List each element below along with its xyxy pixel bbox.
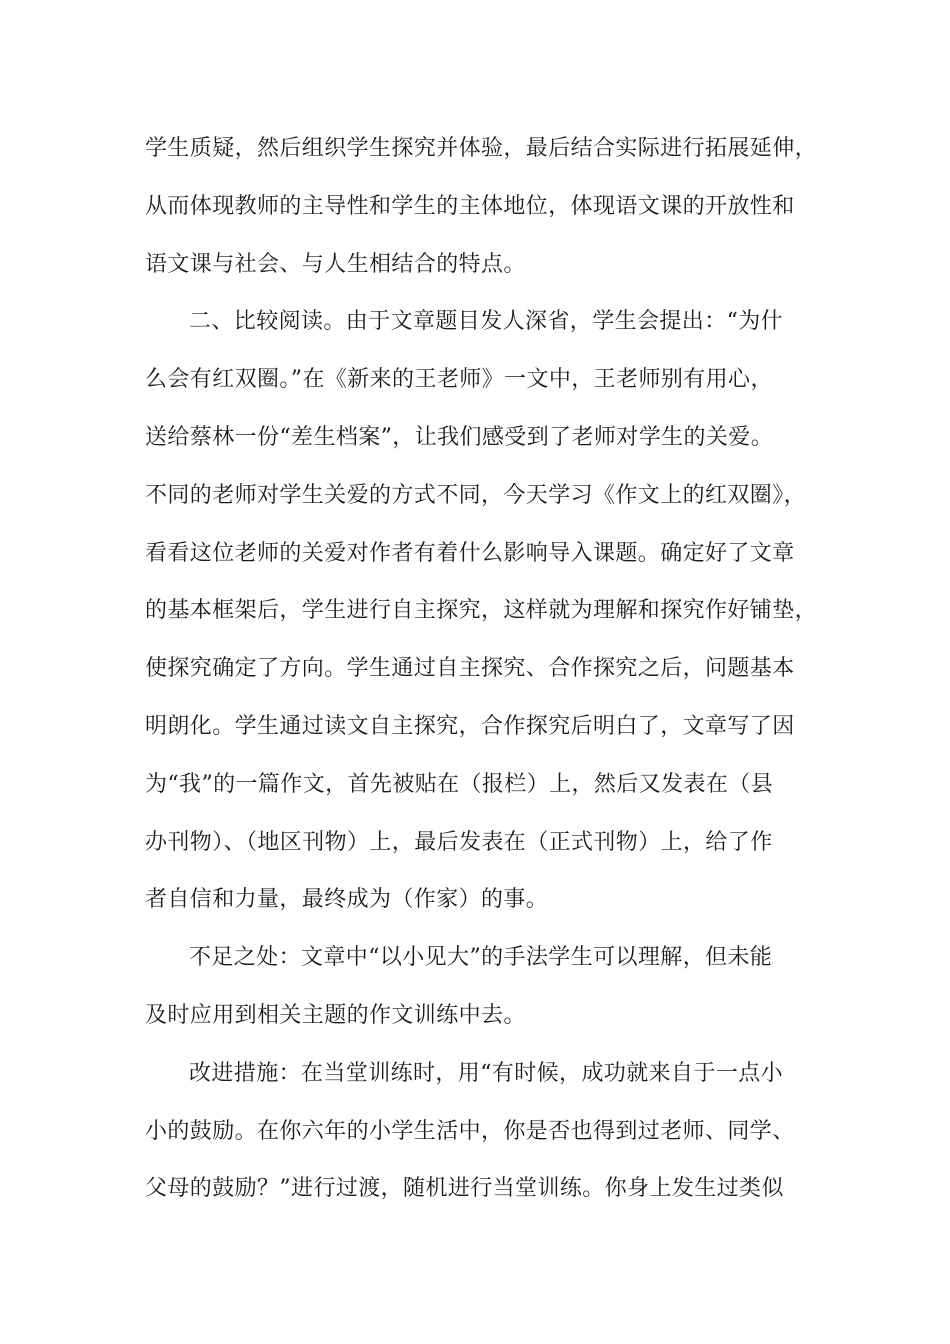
text-line: 送给蔡林一份“差生档案”，让我们感受到了老师对学生的关爱。	[145, 424, 774, 450]
text-line: 的基本框架后，学生进行自主探究，这样就为理解和探究作好铺垫，	[145, 598, 818, 624]
text-line: 从而体现教师的主导性和学生的主体地位，体现语文课的开放性和	[145, 193, 795, 219]
text-line: 父母的鼓励？”进行过渡，随机进行当堂训练。你身上发生过类似	[145, 1176, 784, 1202]
text-line: 语文课与社会、与人生相结合的特点。	[145, 251, 526, 277]
text-line: 为“我”的一篇作文，首先被贴在（报栏）上，然后又发表在（县	[145, 771, 774, 797]
text-line: 么会有红双圈。”在《新来的王老师》一文中，王老师别有用心，	[145, 367, 773, 393]
text-line: 学生质疑，然后组织学生探究并体验，最后结合实际进行拓展延伸，	[145, 136, 818, 161]
text-line: 及时应用到相关主题的作文训练中去。	[145, 1002, 526, 1028]
text-line: 改进措施：在当堂训练时，用“有时候，成功就来自于一点小	[189, 1060, 784, 1086]
text-line: 使探究确定了方向。学生通过自主探究、合作探究之后，问题基本	[145, 656, 795, 682]
text-line: 不同的老师对学生关爱的方式不同，今天学习《作文上的红双圈》，	[145, 482, 807, 508]
text-line: 不足之处：文章中“以小见大”的手法学生可以理解，但未能	[189, 945, 773, 971]
text-line: 明朗化。学生通过读文自主探究，合作探究后明白了，文章写了因	[145, 713, 795, 739]
document-body	[145, 120, 818, 1218]
text-line: 办刊物）、（地区刊物）上，最后发表在（正式刊物）上，给了作	[145, 829, 773, 855]
text-line: 小的鼓励。在你六年的小学生活中，你是否也得到过老师、同学、	[145, 1118, 795, 1144]
text-line: 看看这位老师的关爱对作者有着什么影响导入课题。确定好了文章	[145, 540, 795, 566]
text-line: 二、比较阅读。由于文章题目发人深省，学生会提出：“为什	[189, 309, 784, 335]
text-line: 者自信和力量，最终成为（作家）的事。	[145, 887, 549, 913]
